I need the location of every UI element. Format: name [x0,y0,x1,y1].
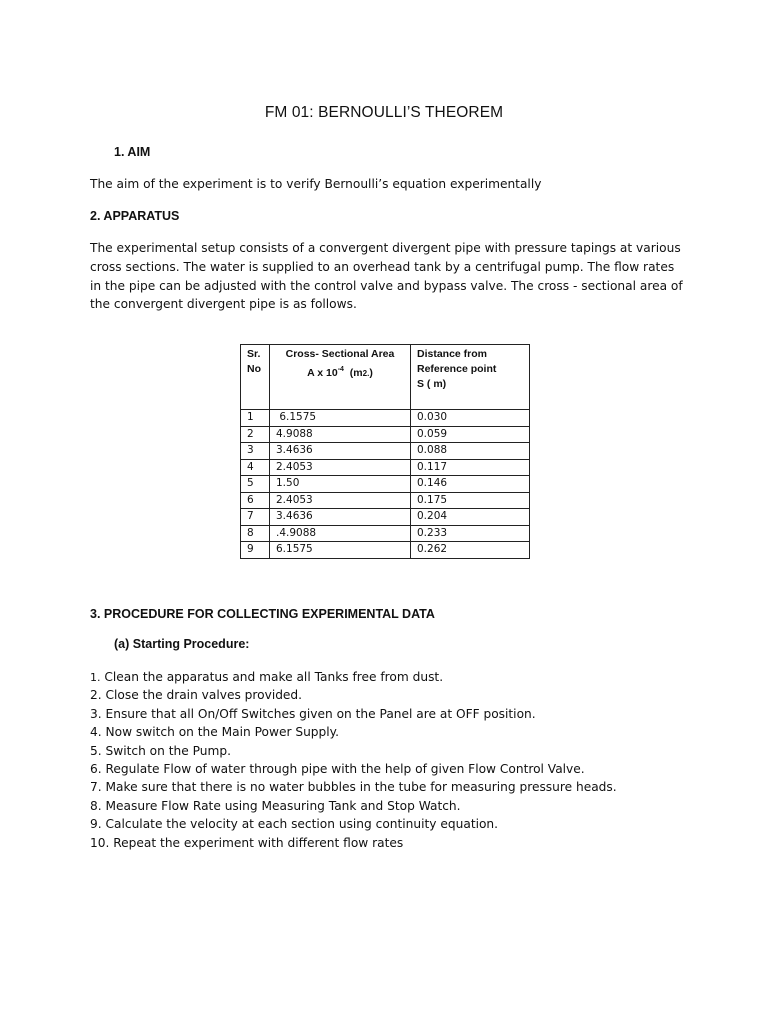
table-row [241,476,530,493]
list-item [90,778,710,796]
header-area-prefix: A x 10 [307,367,338,379]
table-row [241,459,530,476]
cell-sr: 1 [241,410,270,427]
cell-sr: 8 [241,525,270,542]
list-item [90,834,710,852]
starting-procedure-subheading: (a) Starting Procedure: [114,637,250,651]
cell-distance: 0.059 [411,426,530,443]
cell-sr: 2 [241,426,270,443]
header-distance [411,345,530,410]
apparatus-text-line: cross sections. The water is supplied to an overhead tank by a centrifugal pump. The flow rates [90,259,675,274]
table-row [241,426,530,443]
step-text: Now switch on the Main Power Supply. [105,725,339,740]
header-area-unit-close: ) [369,367,373,379]
cell-distance: 0.175 [411,492,530,509]
cell-distance: 0.030 [411,410,530,427]
step-text: Regulate Flow of water through pipe with the help of given Flow Control Valve. [105,761,585,776]
step-number: 7. [90,780,102,795]
step-number: 1. [90,671,101,684]
step-number: 8. [90,798,102,813]
header-sr-line2: No [247,363,261,375]
cell-area: 1.50 [270,476,411,493]
aim-heading: 1. AIM [114,145,151,159]
apparatus-heading: 2. APPARATUS [90,209,180,223]
step-text: Clean the apparatus and make all Tanks free from dust. [104,670,444,684]
cell-distance: 0.204 [411,509,530,526]
header-sr-line1: Sr. [247,348,261,360]
list-item [90,705,710,723]
cell-distance: 0.088 [411,443,530,460]
header-dist-line1: Distance from [417,348,488,360]
list-item [90,742,710,760]
cell-area: 3.4636 [270,443,411,460]
header-area-unit-sub: 2. [362,369,370,378]
cell-area: 6.1575 [270,542,411,559]
document-title: FM 01: BERNOULLI’S THEOREM [264,104,504,121]
aim-text: The aim of the experiment is to verify Bernoulli’s equation experimentally [90,177,542,191]
table-row [241,410,530,427]
cell-distance: 0.233 [411,525,530,542]
table-row [241,492,530,509]
cell-sr: 4 [241,459,270,476]
table-row [241,542,530,559]
header-area-line1: Cross- Sectional Area [285,348,395,360]
cell-area: 2.4053 [270,459,411,476]
apparatus-text-line: in the pipe can be adjusted with the control valve and bypass valve. The cross - sectional area of [90,278,683,293]
list-item [90,815,710,833]
step-number: 2. [90,688,102,703]
list-item [90,723,710,741]
table-row [241,509,530,526]
step-number: 5. [90,743,102,758]
step-text: Repeat the experiment with different flow rates [113,835,404,850]
cell-distance: 0.117 [411,459,530,476]
apparatus-text-line: The experimental setup consists of a convergent divergent pipe with pressure tapings at various [90,241,681,255]
table-row [241,525,530,542]
cell-sr: 9 [241,542,270,559]
step-text: Make sure that there is no water bubbles in the tube for measuring pressure heads. [105,780,617,795]
apparatus-text-line: the convergent divergent pipe is as follows. [90,297,357,312]
apparatus-text [90,239,690,314]
step-number: 10. [90,835,110,850]
list-item [90,668,710,686]
cell-area: .4.9088 [270,525,411,542]
header-sr-no [241,345,270,410]
step-text: Measure Flow Rate using Measuring Tank and Stop Watch. [105,798,461,813]
cross-section-table [240,344,530,559]
step-text: Switch on the Pump. [105,743,231,758]
list-item [90,760,710,778]
cell-sr: 6 [241,492,270,509]
step-number: 3. [90,706,102,721]
procedure-heading: 3. PROCEDURE FOR COLLECTING EXPERIMENTAL DATA [90,607,435,621]
cell-sr: 7 [241,509,270,526]
list-item [90,797,710,815]
header-area-unit: (m [349,367,363,379]
step-text: Close the drain valves provided. [105,688,303,703]
cell-area: 4.9088 [270,426,411,443]
header-area [270,345,411,410]
cell-area: 6.1575 [270,410,411,427]
header-dist-line3: S ( m) [417,378,447,390]
step-number: 9. [90,817,102,832]
cell-area: 2.4053 [270,492,411,509]
step-number: 6. [90,761,102,776]
cell-sr: 3 [241,443,270,460]
header-area-exponent: -4 [337,366,344,373]
header-dist-line2: Reference point [417,363,497,375]
header-area-line2 [270,362,410,381]
procedure-steps [90,668,710,852]
cell-distance: 0.262 [411,542,530,559]
list-item [90,686,710,704]
cell-distance: 0.146 [411,476,530,493]
table-header-row [241,345,530,410]
step-number: 4. [90,725,102,740]
table-row [241,443,530,460]
cell-sr: 5 [241,476,270,493]
step-text: Calculate the velocity at each section using continuity equation. [105,817,499,832]
cell-area: 3.4636 [270,509,411,526]
step-text: Ensure that all On/Off Switches given on the Panel are at OFF position. [105,706,536,721]
